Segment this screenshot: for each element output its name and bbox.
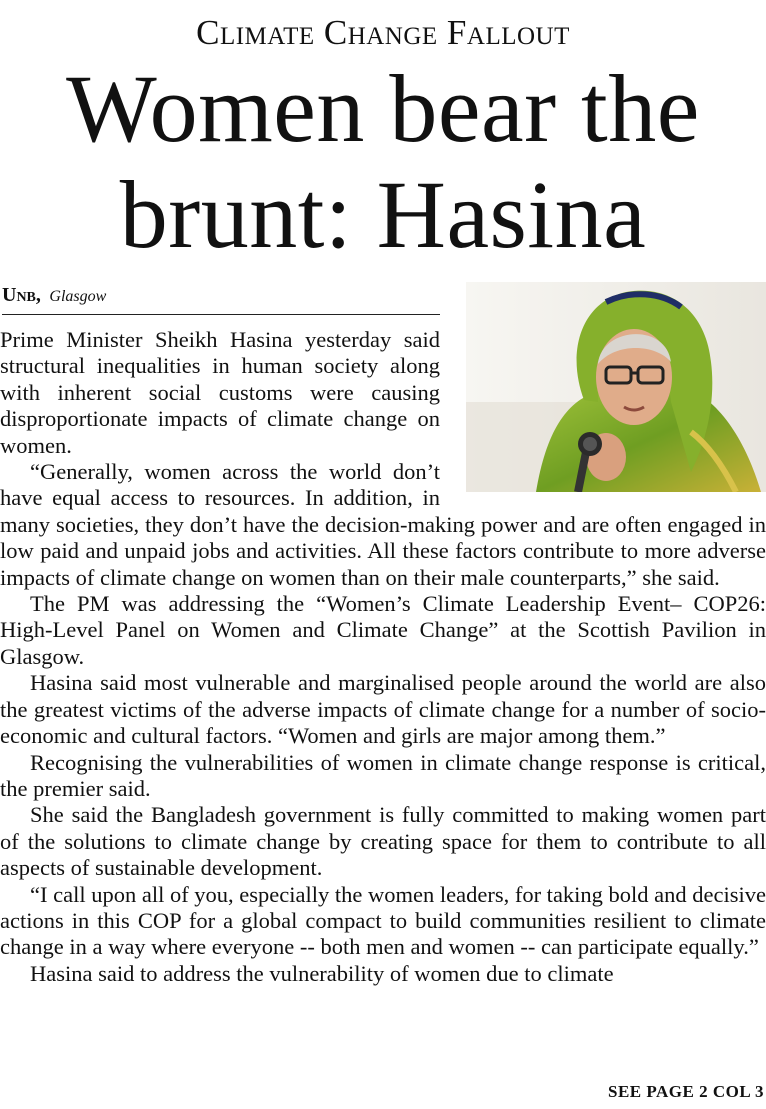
paragraph-7: “I call upon all of you, especially the women leaders, for taking bold and decisive actions in this COP for a global compact to build communities resilient to climate change in a way where everyone -- both men and women -- can participate equally.” [0, 881, 766, 960]
paragraph-6: She said the Bangladesh government is fully committed to making women part of the solutions to climate change by creating space for them to contribute to all aspects of sustainable development. [0, 802, 766, 881]
byline [2, 283, 440, 315]
paragraph-4: Hasina said most vulnerable and marginalised people around the world are also the greatest victims of the adverse impacts of climate change for a number of socio-economic and cultural factors. “Women and girls are major among them.” [0, 670, 766, 749]
paragraph-1: Prime Minister Sheikh Hasina yesterday said structural inequalities in human society along with inherent social customs were causing disproportionate impacts of climate change on women. [0, 327, 440, 458]
byline-place: Glasgow [49, 288, 107, 305]
paragraph-3: The PM was addressing the “Women’s Climate Leadership Event– COP26: High-Level Panel on Women and Climate Change” at the Scottish Pavilion in Glasgow. [0, 591, 766, 669]
paragraph-8: Hasina said to address the vulnerability of women due to climate [30, 960, 614, 986]
continuation-jump-line[interactable]: SEE PAGE 2 COL 3 [608, 1082, 764, 1101]
headline: Women bear the brunt: Hasina [66, 55, 700, 268]
byline-agency: Unb, [2, 284, 41, 306]
photo-space [440, 327, 766, 492]
kicker: Climate Change Fallout [196, 13, 570, 52]
paragraph-2: “Generally, women across the world don’t have equal access to resources. In addition, in many societies, they don’t have the decision-making power and are often engaged in low paid and unpaid jobs and activities. All these factors contribute to more adverse impacts of climate change on women than on their male counterparts,” she said. [0, 459, 766, 590]
paragraph-5: Recognising the vulnerabilities of women in climate change response is critical, the premier said. [0, 749, 766, 801]
article-body [0, 327, 766, 987]
